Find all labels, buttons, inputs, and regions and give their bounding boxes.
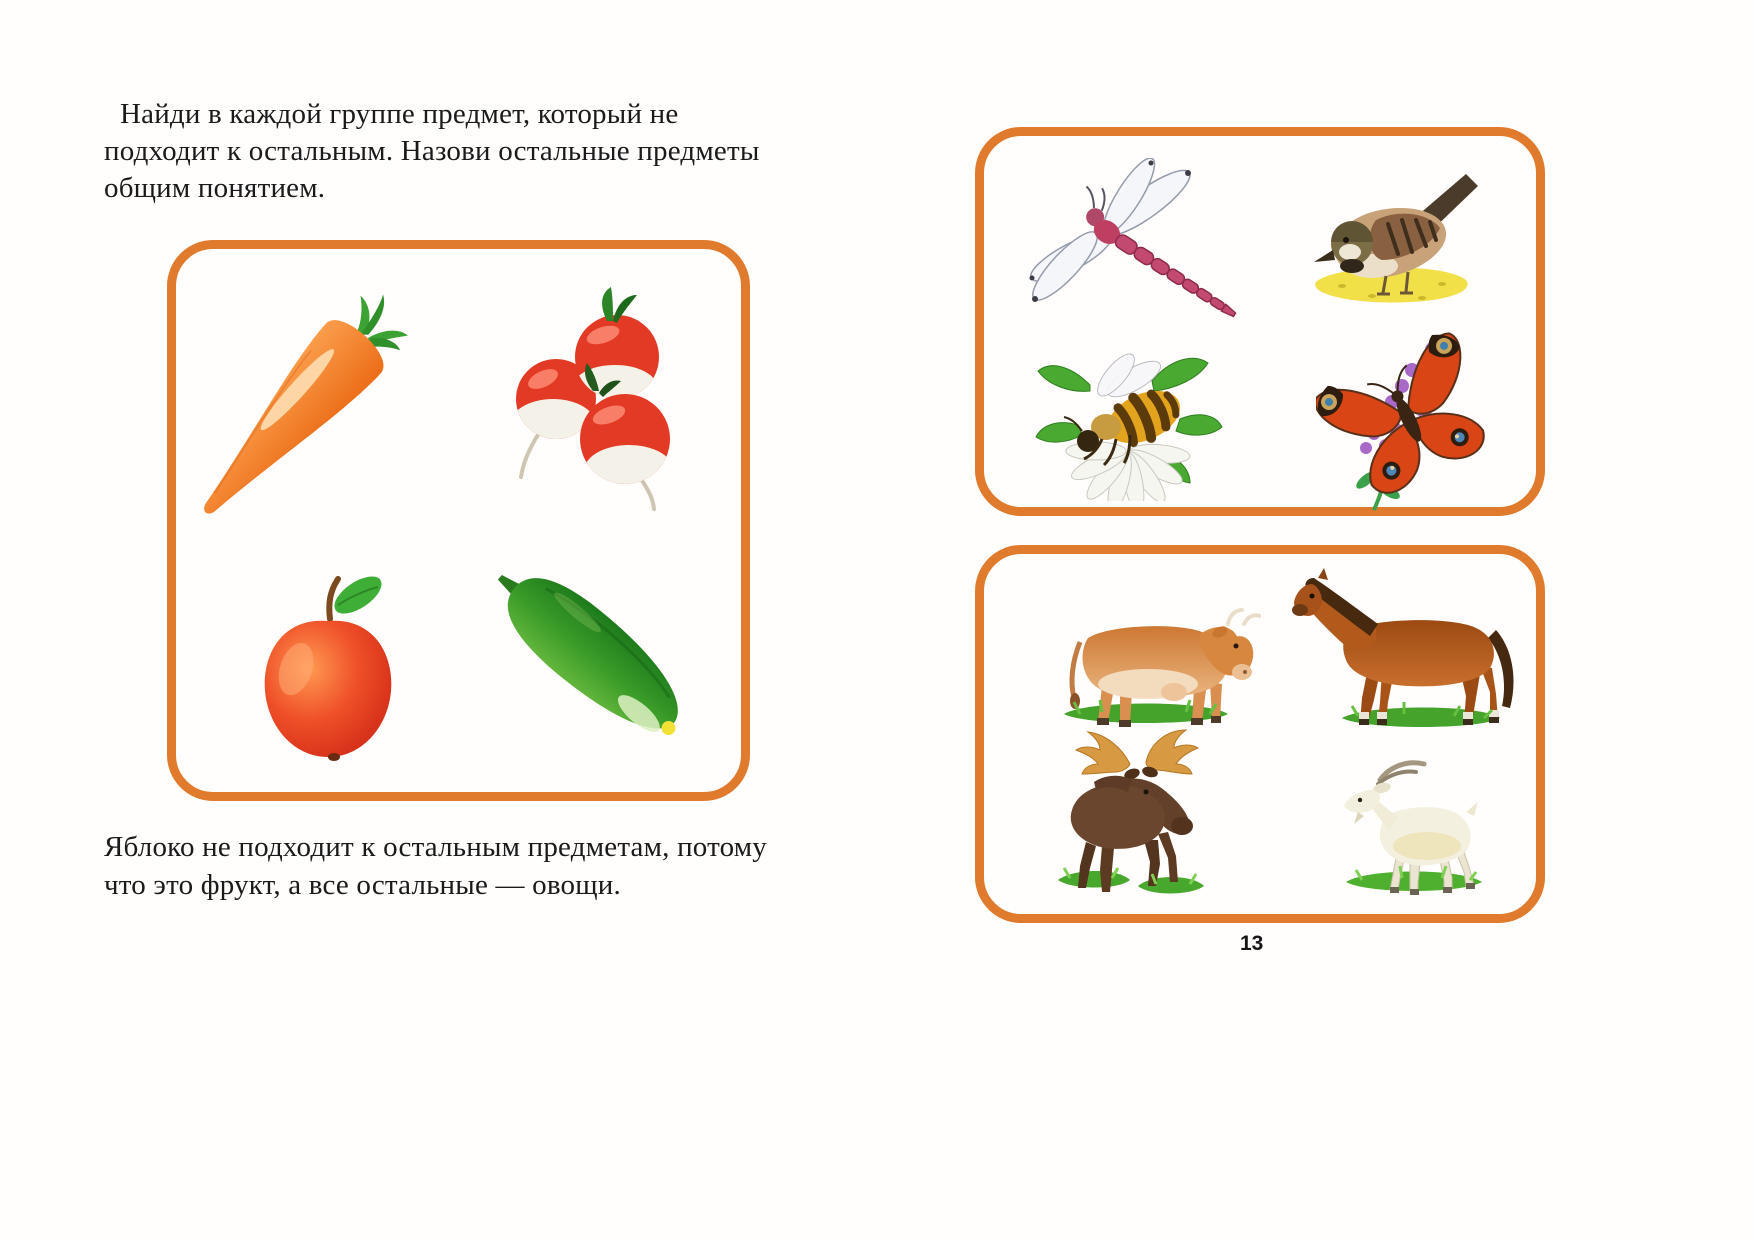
goat-icon — [1332, 754, 1497, 904]
sparrow-icon — [1302, 158, 1482, 308]
bee-on-daisy-icon — [1032, 341, 1227, 501]
apple-icon — [238, 567, 418, 777]
moose-icon — [1034, 722, 1234, 907]
insects-group-frame — [975, 127, 1545, 516]
instruction-line-2: подходит к остальным. Назови остальные предметы — [104, 135, 760, 167]
answer-text — [104, 828, 767, 904]
answer-line-1: Яблоко не подходит к остальным предметам, потому — [104, 831, 768, 863]
cow-icon — [1036, 582, 1261, 732]
moose-antlers — [1076, 730, 1198, 774]
vegetables-group-frame — [167, 240, 750, 801]
horse-body — [1292, 568, 1514, 725]
radishes-icon — [501, 287, 681, 512]
instruction-text — [104, 96, 760, 207]
instruction-line-3: общим понятием. — [104, 172, 326, 204]
animals-group-frame — [975, 545, 1545, 923]
horse-icon — [1284, 566, 1534, 741]
butterfly-body — [1316, 326, 1501, 506]
carrot-icon — [198, 283, 433, 558]
instruction-line-1: Найди в каждой группе предмет, который не — [120, 98, 679, 130]
dragonfly-icon — [1029, 158, 1259, 328]
radish-front — [580, 394, 674, 497]
answer-line-2: что это фрукт, а все остальные — овощи. — [104, 869, 621, 901]
carrot-body — [198, 311, 392, 537]
page-number: 13 — [1240, 932, 1264, 955]
cucumber-icon — [476, 541, 711, 776]
butterfly-on-lilac-icon — [1316, 322, 1501, 512]
